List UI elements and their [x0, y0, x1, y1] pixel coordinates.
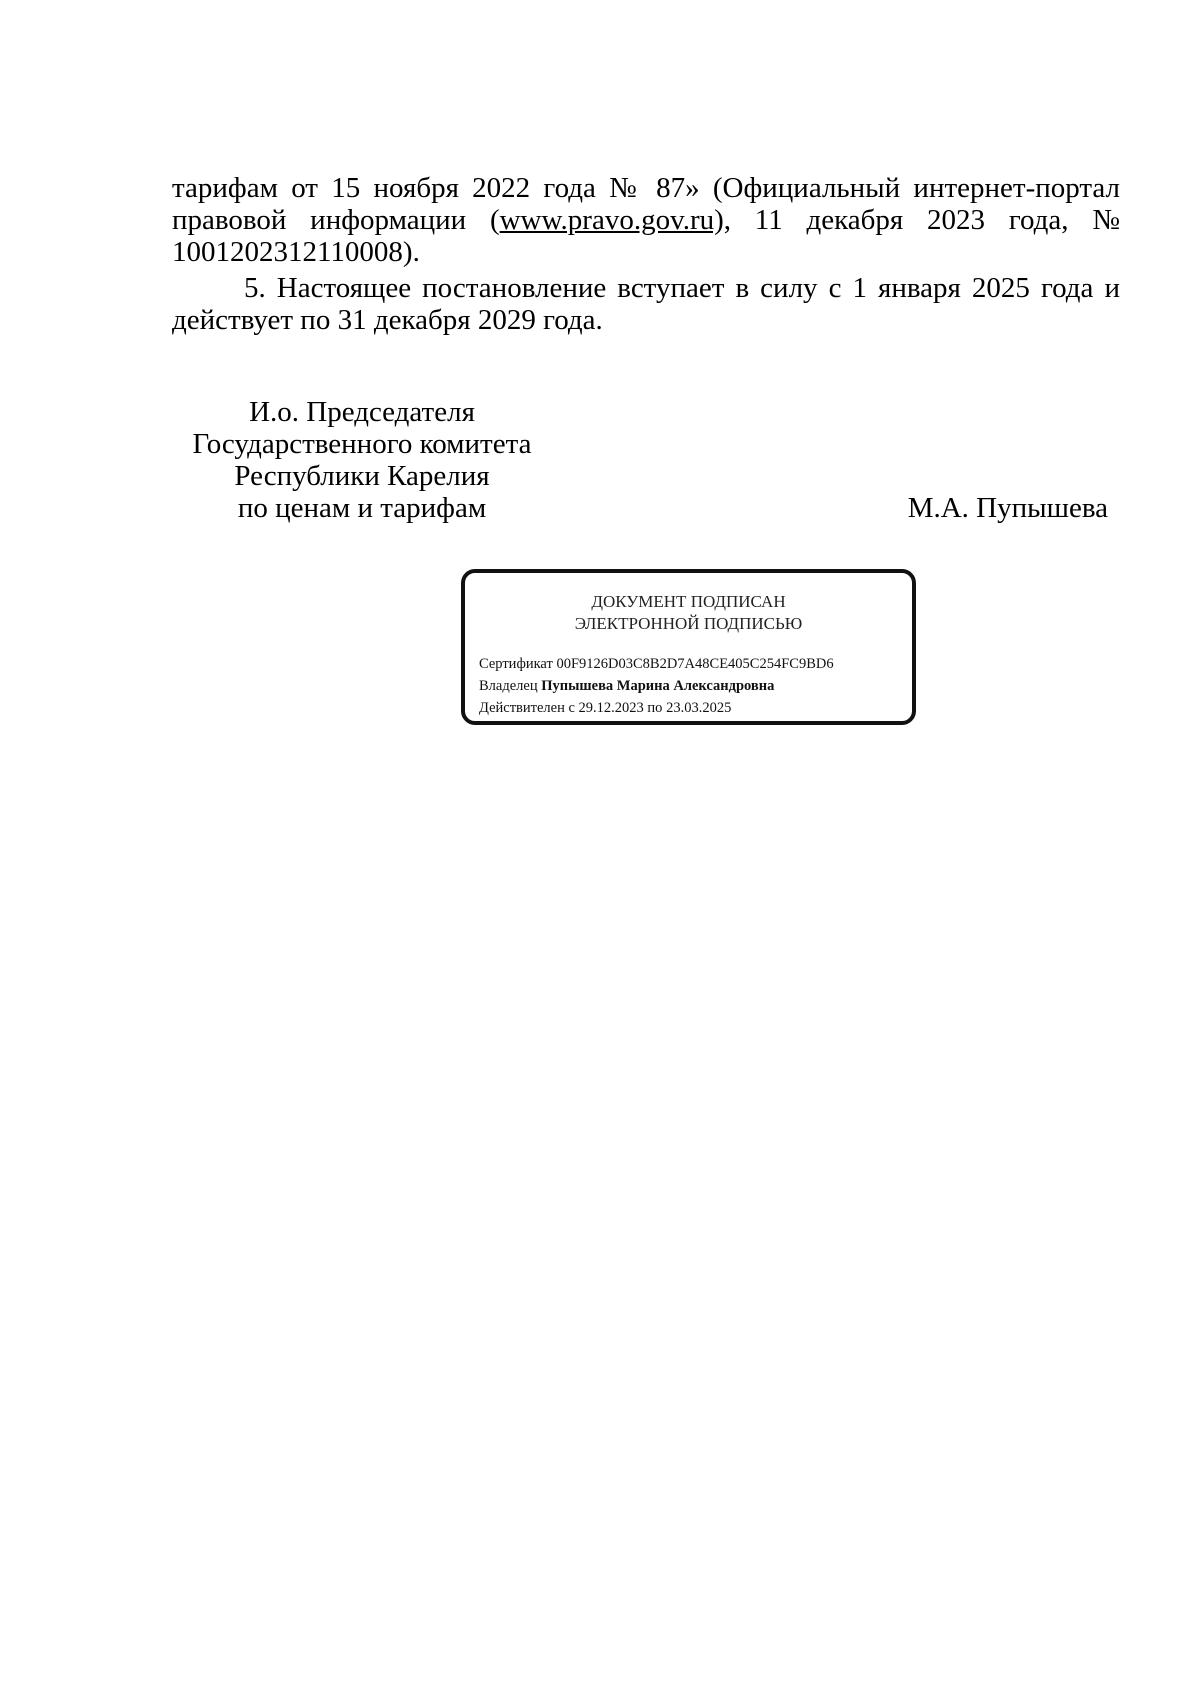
valid-to-label: по	[647, 700, 663, 716]
signer-position-line: Государственного комитета	[192, 428, 532, 460]
valid-from-date: 29.12.2023	[578, 700, 644, 716]
paragraph-1-text-after-link: 11 декабря 2023 года, № 1001202312110008).	[172, 204, 1120, 268]
stamp-title-line-2: ЭЛЕКТРОННОЙ ПОДПИСЬЮ	[574, 614, 803, 633]
stamp-title-line-1: ДОКУМЕНТ ПОДПИСАН	[591, 592, 786, 611]
valid-from-label: Действителен с	[479, 700, 575, 716]
stamp-validity-row	[479, 697, 834, 719]
signer-position-line: Республики Карелия	[234, 460, 490, 492]
signer-position-line: И.о. Председателя	[249, 396, 475, 428]
paragraph-2	[172, 272, 1120, 336]
pravo-portal-link[interactable]: www.pravo.gov.ru),	[499, 204, 732, 236]
owner-label: Владелец	[479, 678, 538, 694]
signer-name: М.А. Пупышева	[907, 492, 1108, 524]
stamp-certificate-row	[479, 653, 834, 675]
certificate-value: 00F9126D03C8B2D7A48CE405C254FC9BD6	[556, 656, 834, 672]
signer-position-line: по ценам и тарифам	[237, 492, 487, 524]
paragraph-1	[172, 172, 1120, 268]
signer-position	[172, 396, 552, 524]
valid-to-date: 23.03.2025	[666, 700, 732, 716]
electronic-signature-stamp	[461, 569, 916, 725]
stamp-title	[465, 591, 912, 635]
certificate-label: Сертификат	[479, 656, 553, 672]
paragraph-2-text: 5. Настоящее постановление вступает в силу с 1 января 2025 года и действует по 31 декабря 2029 года.	[172, 272, 1120, 336]
owner-value: Пупышева Марина Александровна	[541, 678, 775, 694]
paragraph-1-text-before-link: тарифам от 15 ноября 2022 года № 87» (Официальный интернет-портал правовой информации (	[172, 172, 1120, 236]
stamp-details	[479, 653, 834, 719]
stamp-owner-row	[479, 675, 834, 697]
